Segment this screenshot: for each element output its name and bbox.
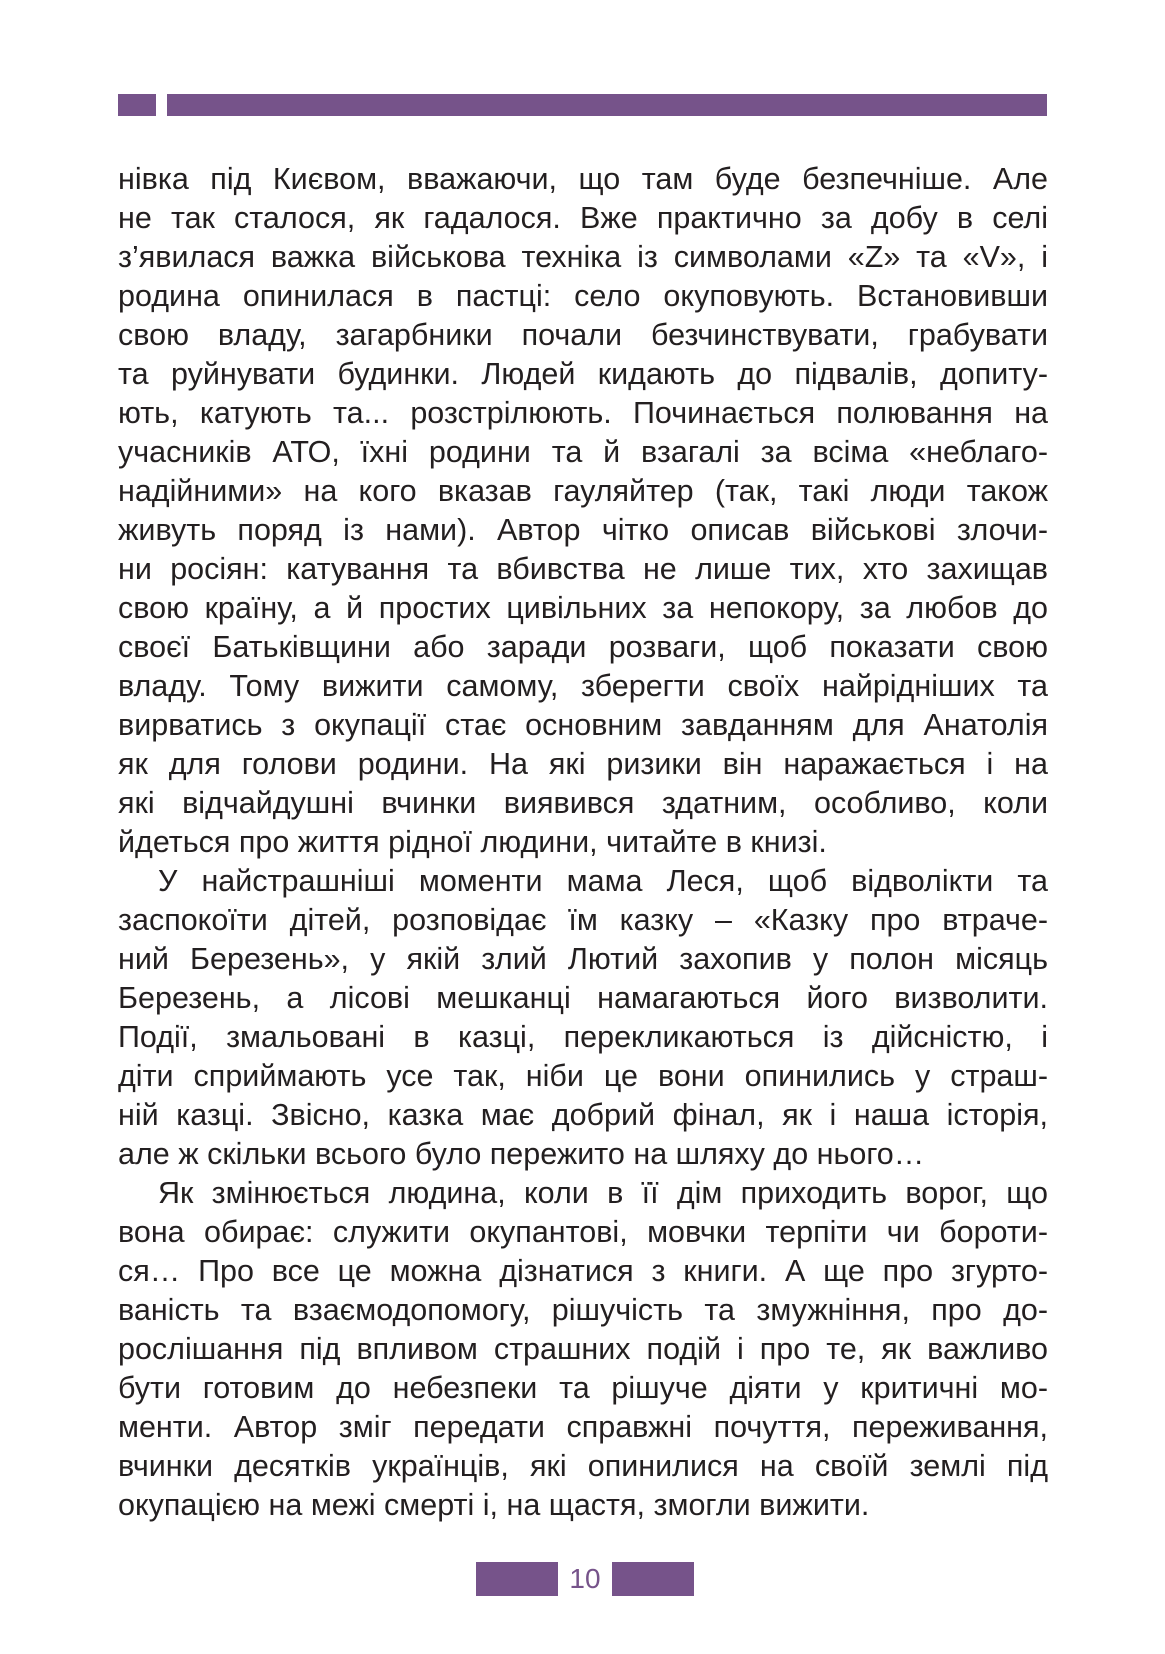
header-accent-bar: [167, 94, 1047, 116]
text-line: Події, змальовані в казці, перекликаються із дійсністю, і: [118, 1020, 1048, 1054]
text-line: вчинки десятків українців, які опинилися на своїй землі під: [118, 1449, 1048, 1483]
text-line: свою владу, загарбники почали безчинствувати, грабувати: [118, 318, 1048, 352]
text-line: заспокоїти дітей, розповідає їм казку – «Казку про втраче-: [118, 903, 1048, 937]
text-line: Березень, а лісові мешканці намагаються його визволити.: [118, 981, 1048, 1015]
text-line: ни росіян: катування та вбивства не лише тих, хто захищав: [118, 552, 1048, 586]
text-line: та руйнувати будинки. Людей кидають до підвалів, допиту-: [118, 357, 1048, 391]
footer-accent-bar-right: [612, 1562, 694, 1596]
text-line: свою країну, а й простих цивільних за непокору, за любов до: [118, 591, 1048, 625]
paragraph: [118, 160, 1048, 862]
text-line: ють, катують та... розстрілюють. Починається полювання на: [118, 396, 1048, 430]
text-line: учасників АТО, їхні родини та й взагалі за всіма «неблаго-: [118, 435, 1048, 469]
text-line: ний Березень», у якій злий Лютий захопив у полон місяць: [118, 942, 1048, 976]
text-line: надійними» на кого вказав гауляйтер (так, такі люди також: [118, 474, 1048, 508]
text-line: діти сприймають усе так, ніби це вони опинились у страш-: [118, 1059, 1048, 1093]
text-line: ся… Про все це можна дізнатися з книги. А ще про згурто-: [118, 1254, 1048, 1288]
text-line: вирватись з окупації стає основним завданням для Анатолія: [118, 708, 1048, 742]
text-line: рослішання під впливом страшних подій і про те, як важливо: [118, 1332, 1048, 1366]
text-line: Як змінюється людина, коли в її дім приходить ворог, що: [158, 1176, 1048, 1210]
body-text: [118, 160, 1048, 1525]
text-line: окупацією на межі смерті і, на щастя, змогли вижити.: [118, 1488, 870, 1522]
text-line: не так сталося, як гадалося. Вже практично за добу в селі: [118, 201, 1048, 235]
text-line: владу. Тому вижити самому, зберегти своїх найрідніших та: [118, 669, 1048, 703]
paragraph: [118, 1174, 1048, 1525]
text-line: вона обирає: служити окупантові, мовчки терпіти чи бороти-: [118, 1215, 1048, 1249]
header-accent-bar-small: [118, 94, 156, 116]
text-line: нівка під Києвом, вважаючи, що там буде безпечніше. Але: [118, 162, 1048, 196]
text-line: але ж скільки всього було пережито на шляху до нього…: [118, 1137, 925, 1171]
text-line: йдеться про життя рідної людини, читайте в книзі.: [118, 825, 827, 859]
text-line: своєї Батьківщини або заради розваги, щоб показати свою: [118, 630, 1048, 664]
text-line: ваність та взаємодопомогу, рішучість та змужніння, про до-: [118, 1293, 1048, 1327]
text-line: які відчайдушні вчинки виявився здатним, особливо, коли: [118, 786, 1048, 820]
text-line: живуть поряд із нами). Автор чітко описав військові злочи-: [118, 513, 1048, 547]
text-line: ній казці. Звісно, казка має добрий фінал, як і наша історія,: [118, 1098, 1048, 1132]
page-number: 10: [569, 1563, 601, 1594]
text-line: родина опинилася в пастці: село окуповують. Встановивши: [118, 279, 1048, 313]
page-footer: [476, 1562, 694, 1596]
footer-accent-bar-left: [476, 1562, 558, 1596]
text-line: бути готовим до небезпеки та рішуче діяти у критичні мо-: [118, 1371, 1048, 1405]
text-line: менти. Автор зміг передати справжні почуття, переживання,: [118, 1410, 1048, 1444]
paragraph: [118, 862, 1048, 1174]
text-line: з’явилася важка військова техніка із символами «Z» та «V», і: [118, 240, 1048, 274]
text-line: як для голови родини. На які ризики він наражається і на: [118, 747, 1048, 781]
text-line: У найстрашніші моменти мама Леся, щоб відволікти та: [158, 864, 1048, 898]
